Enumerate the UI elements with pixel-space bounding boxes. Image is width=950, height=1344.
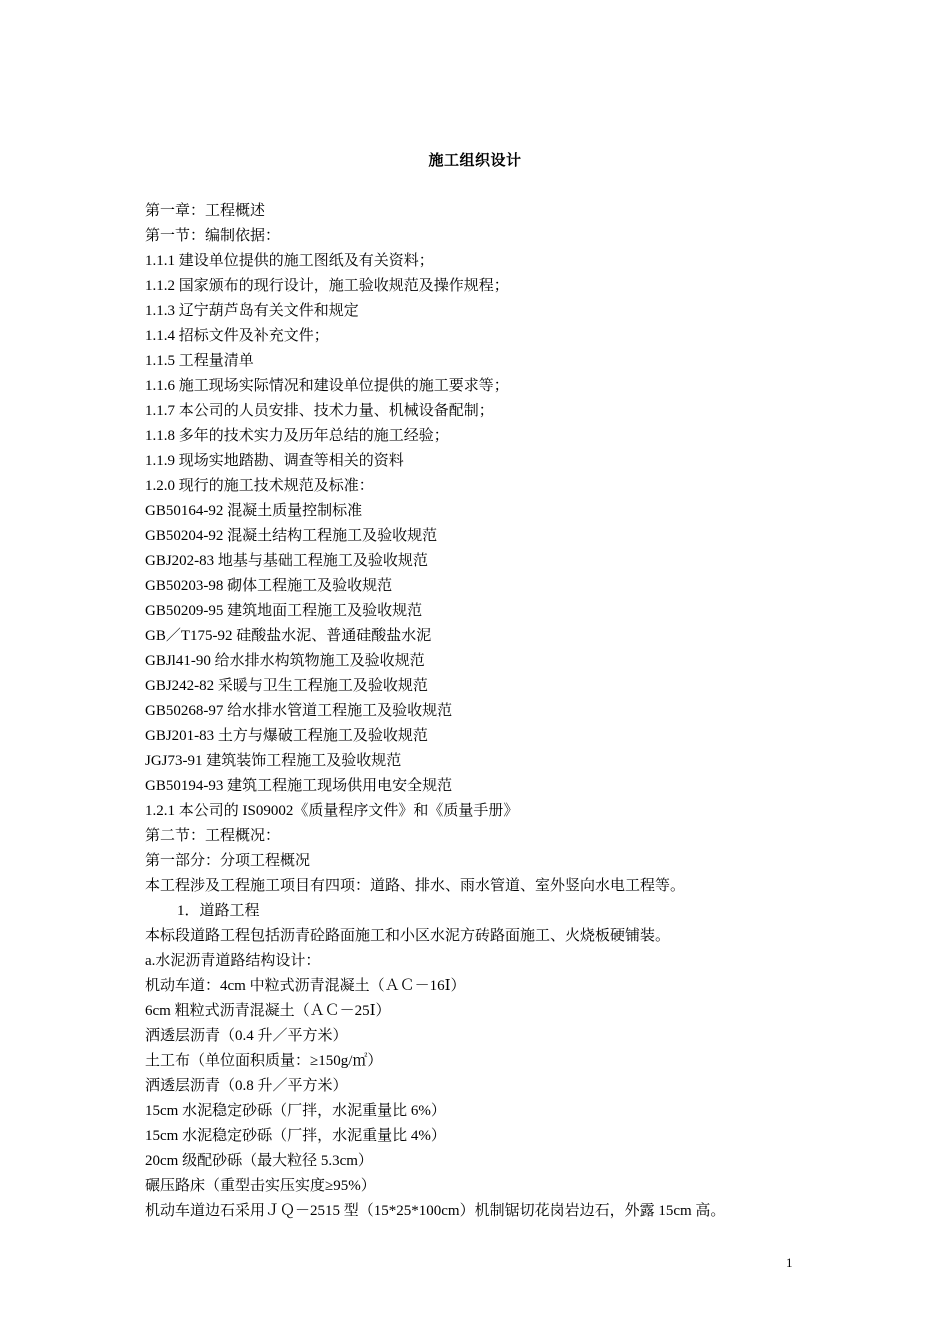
standard-item: GBJ201-83 土方与爆破工程施工及验收规范 (145, 728, 428, 744)
structure-layer: 洒透层沥青（0.8 升／平方米） (145, 1078, 348, 1094)
standards-heading: 1.2.0 现行的施工技术规范及标准： (145, 478, 374, 494)
basis-item: 1.1.7 本公司的人员安排、技术力量、机械设备配制； (145, 403, 494, 419)
basis-item: 1.1.4 招标文件及补充文件； (145, 328, 329, 344)
basis-item: 1.1.2 国家颁布的现行设计，施工验收规范及操作规程； (145, 278, 509, 294)
basis-item: 1.1.5 工程量清单 (145, 353, 254, 369)
standard-item: GBJl41-90 给水排水构筑物施工及验收规范 (145, 653, 425, 669)
standard-item: GB50209-95 建筑地面工程施工及验收规范 (145, 603, 423, 619)
structure-layer: 20cm 级配砂砾（最大粒径 5.3cm） (145, 1153, 373, 1169)
part-heading: 第一部分：分项工程概况 (145, 853, 311, 869)
basis-item: 1.2.1 本公司的 IS09002《质量程序文件》和《质量手册》 (145, 803, 519, 819)
structure-layer: 碾压路床（重型击实压实度≥95%） (145, 1178, 376, 1194)
standard-item: GB／T175-92 硅酸盐水泥、普通硅酸盐水泥 (145, 628, 432, 644)
paragraph: 本标段道路工程包括沥青砼路面施工和小区水泥方砖路面施工、火烧板硬铺装。 (145, 928, 671, 944)
standard-item: GB50203-98 砌体工程施工及验收规范 (145, 578, 393, 594)
standard-item: JGJ73-91 建筑装饰工程施工及验收规范 (145, 753, 402, 769)
basis-item: 1.1.3 辽宁葫芦岛有关文件和规定 (145, 303, 359, 319)
section-heading: 第一节：编制依据： (145, 228, 281, 244)
standard-item: GBJ202-83 地基与基础工程施工及验收规范 (145, 553, 428, 569)
basis-item: 1.1.6 施工现场实际情况和建设单位提供的施工要求等； (145, 378, 509, 394)
structure-layer: 15cm 水泥稳定砂砾（厂拌，水泥重量比 6%） (145, 1103, 446, 1119)
document-body (145, 199, 825, 1224)
structure-layer: 机动车道：4cm 中粒式沥青混凝土（ＡＣ－16Ⅰ） (145, 978, 466, 994)
standard-item: GBJ242-82 采暖与卫生工程施工及验收规范 (145, 678, 428, 694)
paragraph: 本工程涉及工程施工项目有四项：道路、排水、雨水管道、室外竖向水电工程等。 (145, 878, 686, 894)
structure-layer: 洒透层沥青（0.4 升／平方米） (145, 1028, 348, 1044)
section-heading: 第二节：工程概况： (145, 828, 281, 844)
basis-item: 1.1.8 多年的技术实力及历年总结的施工经验； (145, 428, 449, 444)
standard-item: GB50194-93 建筑工程施工现场供用电安全规范 (145, 778, 453, 794)
page-number: 1 (786, 1255, 793, 1270)
standard-item: GB50164-92 混凝土质量控制标准 (145, 503, 363, 519)
standard-item: GB50204-92 混凝土结构工程施工及验收规范 (145, 528, 438, 544)
curb-description: 机动车道边石采用ＪＱ－2515 型（15*25*100cm）机制锯切花岗岩边石，外露 15cm 高。 (145, 1203, 726, 1219)
chapter-heading: 第一章：工程概述 (145, 203, 266, 219)
basis-item: 1.1.1 建设单位提供的施工图纸及有关资料； (145, 253, 434, 269)
structure-layer: 15cm 水泥稳定砂砾（厂拌，水泥重量比 4%） (145, 1128, 446, 1144)
document-title: 施工组织设计 (428, 153, 522, 169)
subsection-heading: 1．道路工程 (177, 903, 260, 919)
basis-item: 1.1.9 现场实地踏勘、调查等相关的资料 (145, 453, 404, 469)
structure-layer: 6cm 粗粒式沥青混凝土（ＡＣ－25Ⅰ） (145, 1003, 391, 1019)
standard-item: GB50268-97 给水排水管道工程施工及验收规范 (145, 703, 453, 719)
structure-heading: a.水泥沥青道路结构设计： (145, 953, 321, 969)
structure-layer: 土工布（单位面积质量：≥150g/㎡） (145, 1053, 383, 1069)
